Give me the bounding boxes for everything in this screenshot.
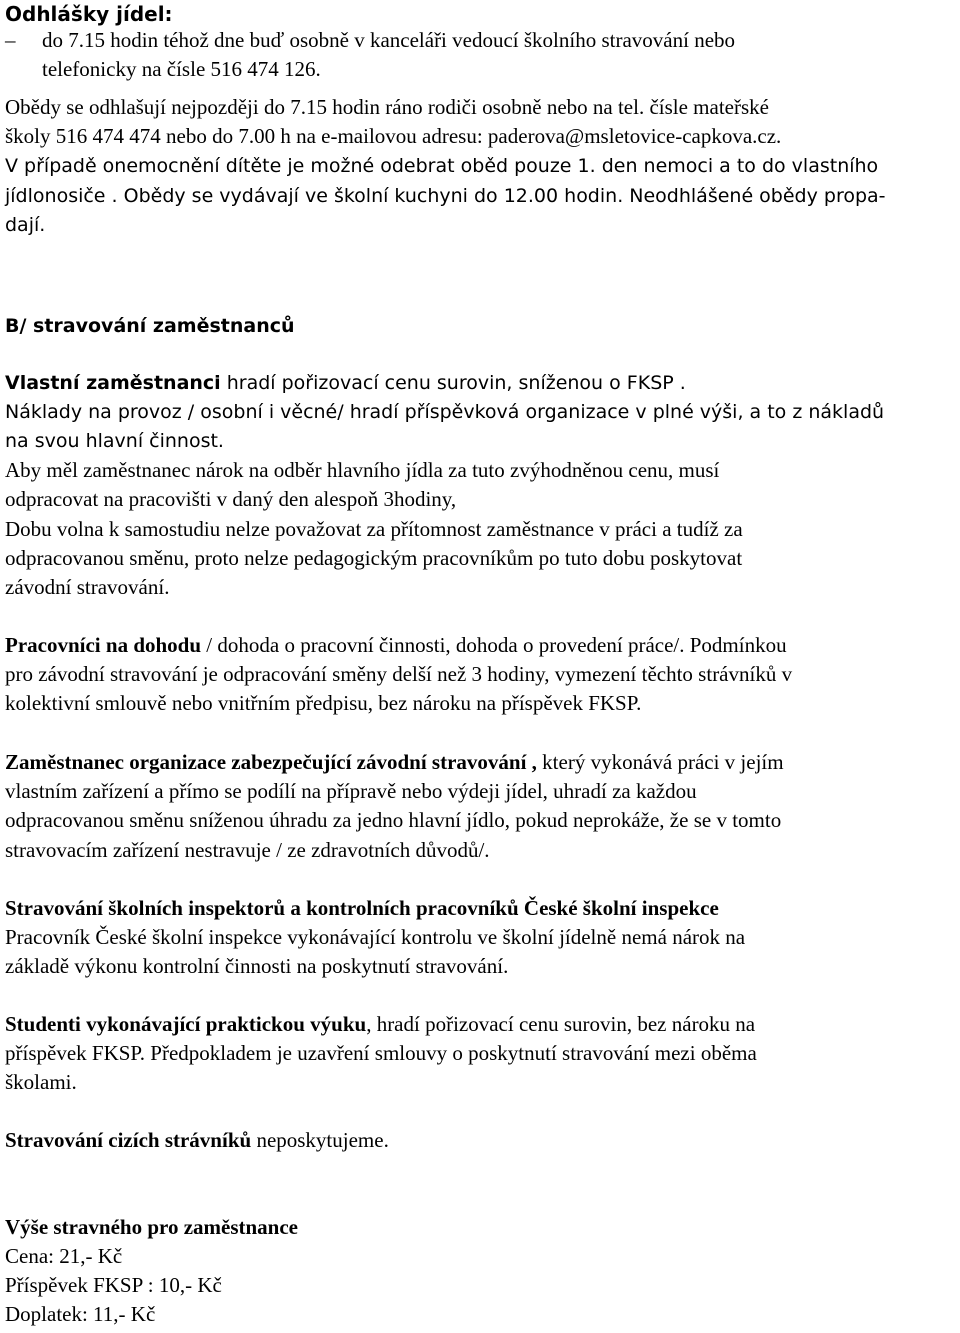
para-dobu-3: závodní stravování. bbox=[5, 575, 170, 599]
studenti-rest: , hradí pořizovací cenu surovin, bez nároku na bbox=[366, 1012, 756, 1036]
para-pracovnici-1 bbox=[5, 633, 787, 658]
para-naklady-1: Náklady na provoz / osobní i věcné/ hradí příspěvková organizace v plné výši, a to z nákladů bbox=[5, 401, 885, 423]
section-b-title: B/ stravování zaměstnanců bbox=[5, 315, 295, 337]
pracovnici-bold: Pracovníci na dohodu bbox=[5, 633, 202, 657]
para-inspekce-2: základě výkonu kontrolní činnosti na poskytnutí stravování. bbox=[5, 954, 509, 978]
para-onemocneni-3: dají. bbox=[5, 214, 46, 236]
heading-odhlasky: Odhlášky jídel: bbox=[5, 2, 173, 26]
para-odhlasuji-2: školy 516 474 474 nebo do 7.00 h na e-mailovou adresu: paderova@msletovice-capkova.cz. bbox=[5, 124, 782, 148]
cizi-rest: neposkytujeme. bbox=[251, 1128, 389, 1152]
para-studenti-3: školami. bbox=[5, 1070, 77, 1094]
para-zamestnanec-4: stravovacím zařízení nestravuje / ze zdravotních důvodů/. bbox=[5, 838, 490, 862]
para-studenti-2: příspěvek FKSP. Předpokladem je uzavření smlouvy o poskytnutí stravování mezi oběma bbox=[5, 1041, 757, 1065]
doplatek-line: Doplatek: 11,- Kč bbox=[5, 1302, 156, 1326]
cizi-bold: Stravování cizích strávníků bbox=[5, 1128, 252, 1152]
bullet-line-1 bbox=[5, 28, 955, 58]
para-zamestnanec-1 bbox=[5, 750, 784, 775]
para-onemocneni-2: jídlonosiče . Obědy se vydávají ve školní kuchyni do 12.00 hodin. Neodhlášené obědy propa- bbox=[5, 185, 886, 207]
vlastni-rest: hradí pořizovací cenu surovin, sníženou o FKSP . bbox=[220, 372, 686, 394]
para-odhlasuji-1: Obědy se odhlašují nejpozději do 7.15 hodin ráno rodiči osobně nebo na tel. čísle mateřské bbox=[5, 95, 769, 119]
zamestnanec-rest: který vykonává práci v jejím bbox=[536, 750, 784, 774]
bullet-marker: – bbox=[5, 28, 16, 52]
para-aby-2: odpracovat na pracovišti v daný den alespoň 3hodiny, bbox=[5, 487, 457, 511]
inspekce-title: Stravování školních inspektorů a kontrolních pracovníků České školní inspekce bbox=[5, 896, 719, 920]
para-dobu-2: odpracovanou směnu, proto nelze pedagogickým pracovníkům po tuto dobu poskytovat bbox=[5, 546, 743, 570]
para-vlastni-zamestnanci bbox=[5, 372, 686, 394]
para-zamestnanec-2: vlastním zařízení a přímo se podílí na přípravě nebo výdeji jídel, uhradí za každou bbox=[5, 779, 697, 803]
para-dobu-1: Dobu volna k samostudiu nelze považovat za přítomnost zaměstnance v práci a tudíž za bbox=[5, 517, 743, 541]
vlastni-bold: Vlastní zaměstnanci bbox=[5, 372, 221, 394]
cena-line: Cena: 21,- Kč bbox=[5, 1244, 123, 1268]
para-onemocneni-1: V případě onemocnění dítěte je možné odebrat oběd pouze 1. den nemoci a to do vlastního bbox=[5, 155, 879, 177]
studenti-bold: Studenti vykonávající praktickou výuku bbox=[5, 1012, 367, 1036]
bullet-text-1: do 7.15 hodin téhož dne buď osobně v kanceláři vedoucí školního stravování nebo bbox=[42, 28, 736, 52]
zamestnanec-bold: Zaměstnanec organizace zabezpečující závodní stravování , bbox=[5, 750, 537, 774]
para-pracovnici-3: kolektivní smlouvě nebo vnitřním předpisu, bez nároku na příspěvek FKSP. bbox=[5, 691, 642, 715]
bullet-text-2: telefonicky na čísle 516 474 126. bbox=[42, 57, 321, 81]
pracovnici-rest: / dohoda o pracovní činnosti, dohoda o provedení práce/. Podmínkou bbox=[201, 633, 787, 657]
para-zamestnanec-3: odpracovanou směnu sníženou úhradu za jedno hlavní jídlo, pokud neprokáže, že se v tomto bbox=[5, 808, 782, 832]
para-pracovnici-2: pro závodní stravování je odpracování směny delší než 3 hodiny, vymezení těchto strávníků v bbox=[5, 662, 793, 686]
para-studenti-1 bbox=[5, 1012, 755, 1037]
vyse-stravneho-title: Výše stravného pro zaměstnance bbox=[5, 1215, 298, 1239]
para-cizi-stravnici bbox=[5, 1128, 389, 1153]
para-naklady-2: na svou hlavní činnost. bbox=[5, 430, 224, 452]
para-inspekce-1: Pracovník České školní inspekce vykonávající kontrolu ve školní jídelně nemá nárok na bbox=[5, 925, 746, 949]
para-aby-1: Aby měl zaměstnanec nárok na odběr hlavního jídla za tuto zvýhodněnou cenu, musí bbox=[5, 458, 720, 482]
prispevek-line: Příspěvek FKSP : 10,- Kč bbox=[5, 1273, 222, 1297]
